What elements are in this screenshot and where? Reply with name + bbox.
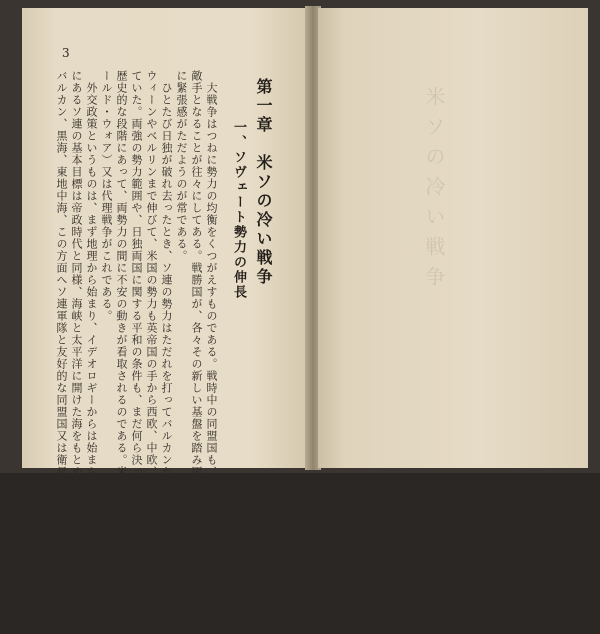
section-title: 一、ソヴェート勢力の伸長 <box>231 120 246 300</box>
body-column: ていた。両強の勢力範囲や、日独両国に関する平和の条件も、まだ何ら決ってはいない。この <box>130 70 143 574</box>
page-number: 3 <box>62 46 70 60</box>
body-column: 敵手となることが往々にしてある。戦勝国が、各々その新しい基盤を踏み固めるまでは、その間 <box>190 70 203 586</box>
body-column: 外交政策というものは、まず地理から始まり、イデオロギーからは始まらない。共産党の支配下 <box>85 70 98 598</box>
right-page <box>318 8 588 468</box>
body-column: に緊張感がただようのが常である。 <box>175 70 188 262</box>
body-column: ウィーンやベルリンまで伸びて、米国の勢力も英帝国の手から西欧、中欧、地中海、近東に及び出し <box>145 70 158 610</box>
body-column: バルカン、黒海、東地中海、この方面へソ連軍隊と友好的な同盟国又は衛星国を作ることにある。一つの <box>55 70 68 634</box>
body-column: 大戦争はつねに勢力の均衡をくつがえすものである。戦時中の同盟国も、平和時には狭い深い <box>205 70 218 586</box>
body-column: ールド・ウォア）又は代理戦争がこれである。 <box>100 70 113 322</box>
body-column: にあるソ連の基本目標は帝政時代と同様、海峡と太平洋に開けた海をもとめ、バルティック海から <box>70 70 83 598</box>
body-column: ひとたび日独が破れ去ったとき、ソ連の勢力はただれを打ってバルカンから中部ヨーロッパの <box>160 70 173 586</box>
show-through-text: 米ソの冷い戦争 <box>422 86 446 296</box>
body-column: 歴史的な段階にあって、両勢力の間に不安の動きが看取されるのである。米ソの冷い戦争（コ <box>115 70 128 574</box>
chapter-title: 第一章 米ソの冷い戦争 <box>254 78 273 287</box>
